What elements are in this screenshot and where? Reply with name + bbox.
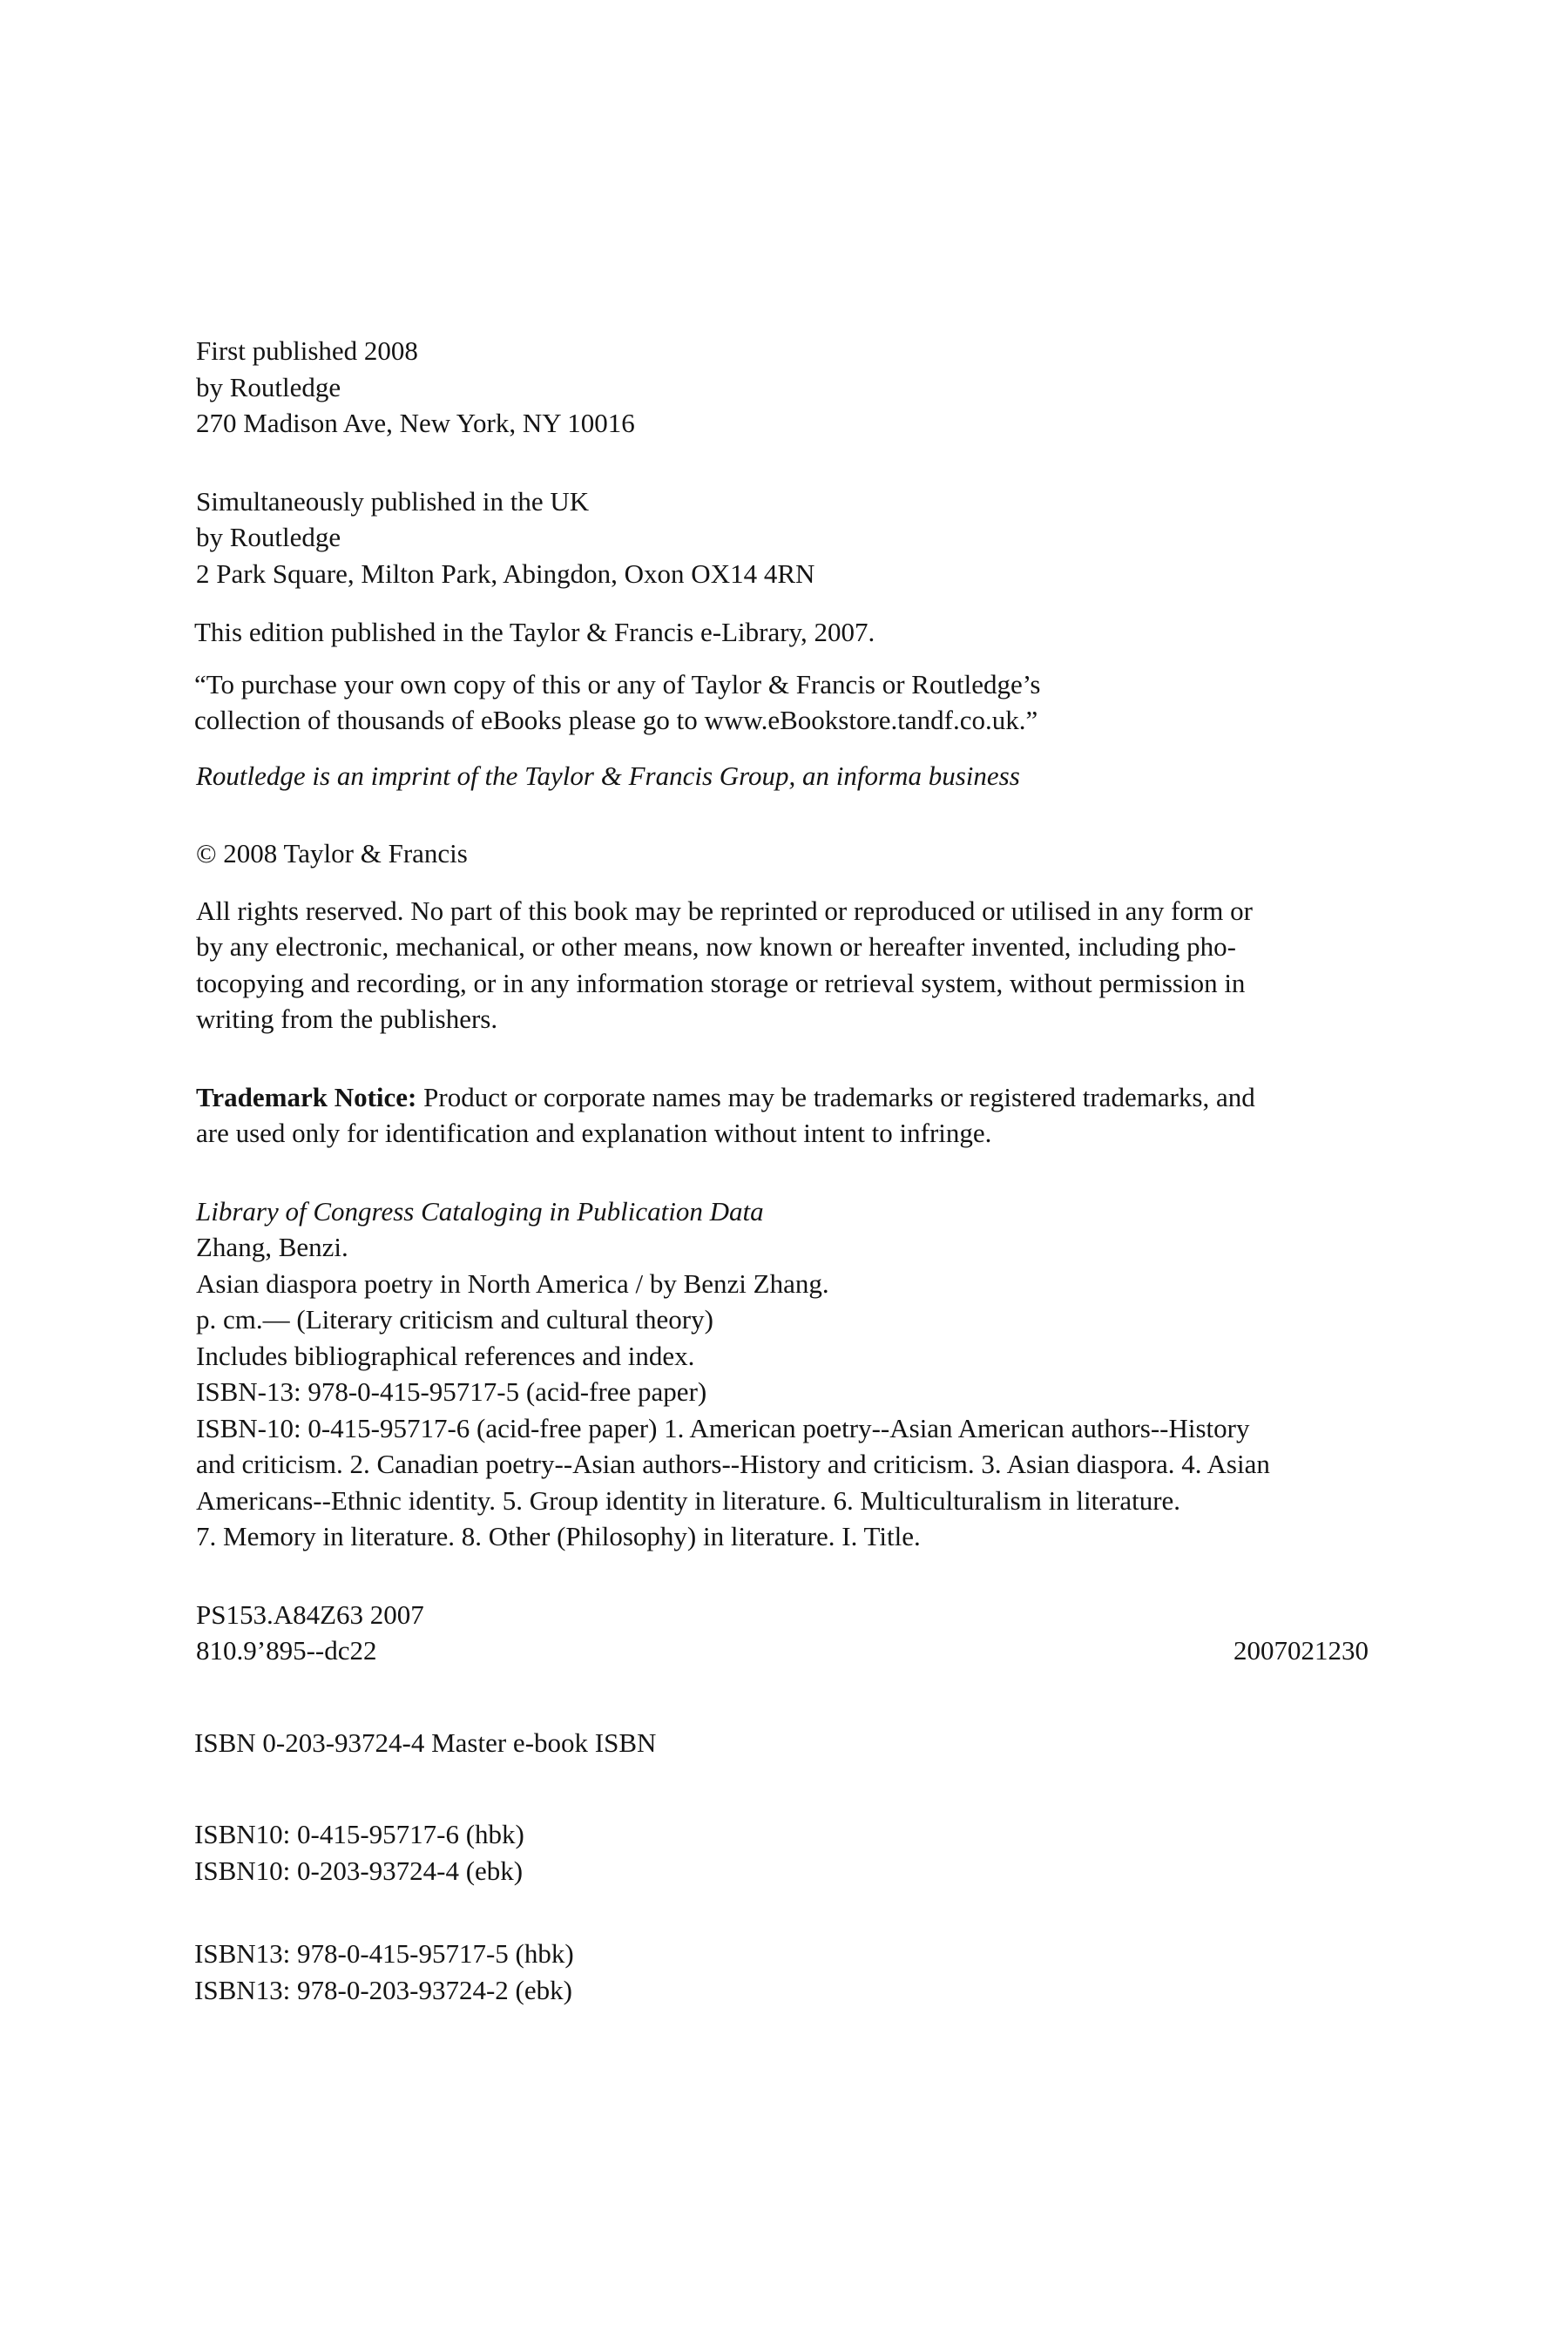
isbn10-block	[194, 1816, 1370, 1889]
us-publication-block	[196, 333, 1370, 442]
copyright-line	[196, 835, 1370, 872]
elibrary-line: This edition published in the Taylor & Francis e-Library, 2007.	[194, 617, 875, 647]
classification-block	[196, 1597, 1370, 1669]
rights-line: by any electronic, mechanical, or other means, now known or hereafter invented, including pho-	[196, 931, 1236, 962]
cip-line: 7. Memory in literature. 8. Other (Philosophy) in literature. I. Title.	[196, 1521, 921, 1551]
pub-line: by Routledge	[196, 522, 341, 552]
cip-line: and criticism. 2. Canadian poetry--Asian authors--History and criticism. 3. Asian diaspora. 4. Asian	[196, 1449, 1270, 1479]
pub-line: First published 2008	[196, 335, 418, 366]
uk-publication-block	[196, 483, 1370, 592]
copyright-page	[194, 333, 1370, 2008]
pub-line: 270 Madison Ave, New York, NY 10016	[196, 408, 635, 438]
pub-line: 2 Park Square, Milton Park, Abingdon, Oxon OX14 4RN	[196, 558, 815, 589]
trademark-label: Trademark Notice:	[196, 1081, 417, 1112]
cip-line: Zhang, Benzi.	[196, 1232, 348, 1262]
copyright-text: © 2008 Taylor & Francis	[196, 838, 468, 868]
cip-line: ISBN-13: 978-0-415-95717-5 (acid-free paper)	[196, 1376, 707, 1407]
purchase-line: collection of thousands of eBooks please go to www.eBookstore.tandf.co.uk.”	[194, 705, 1038, 735]
cip-line: ISBN-10: 0-415-95717-6 (acid-free paper) 1. American poetry--Asian American authors--History	[196, 1412, 1250, 1443]
isbn10-line: ISBN10: 0-203-93724-4 (ebk)	[194, 1855, 524, 1886]
master-isbn-block	[194, 1725, 1370, 1761]
cip-block	[196, 1193, 1370, 1555]
isbn10-line: ISBN10: 0-415-95717-6 (hbk)	[194, 1819, 524, 1849]
master-isbn: ISBN 0-203-93724-4 Master e-book ISBN	[194, 1727, 657, 1758]
cip-line: Asian diaspora poetry in North America / by Benzi Zhang.	[196, 1267, 829, 1299]
isbn13-line: ISBN13: 978-0-415-95717-5 (hbk)	[194, 1938, 574, 1969]
rights-line: tocopying and recording, or in any information storage or retrieval system, without permission in	[196, 967, 1246, 998]
isbn13-block	[194, 1936, 1370, 2008]
cip-line: Includes bibliographical references and index.	[196, 1340, 695, 1371]
isbn13-line: ISBN13: 978-0-203-93724-2 (ebk)	[194, 1974, 572, 2005]
trademark-text: Product or corporate names may be trademarks or registered trademarks, and	[416, 1081, 1255, 1112]
rights-line: writing from the publishers.	[196, 1004, 498, 1034]
lccn-number: 2007021230	[1233, 1635, 1369, 1666]
classification-row	[196, 1632, 1369, 1669]
imprint-line: Routledge is an imprint of the Taylor & Francis Group, an informa business	[196, 760, 1020, 791]
cip-line: Americans--Ethnic identity. 5. Group identity in literature. 6. Multiculturalism in literature.	[196, 1484, 1181, 1516]
trademark-line	[196, 1079, 1370, 1116]
imprint-statement	[196, 758, 1370, 794]
purchase-notice	[194, 666, 1370, 739]
pub-line: Simultaneously published in the UK	[196, 485, 590, 517]
trademark-notice	[196, 1079, 1370, 1152]
dewey-classification: 810.9’895--dc22	[196, 1635, 377, 1666]
cip-heading: Library of Congress Cataloging in Publication Data	[196, 1195, 764, 1227]
rights-paragraph	[196, 893, 1370, 1037]
lc-classification: PS153.A84Z63 2007	[196, 1598, 424, 1630]
trademark-line-2: are used only for identification and explanation without intent to infringe.	[196, 1118, 992, 1148]
pub-line: by Routledge	[196, 371, 341, 402]
elibrary-edition	[194, 614, 1370, 651]
cip-line: p. cm.— (Literary criticism and cultural theory)	[196, 1304, 713, 1335]
rights-line: All rights reserved. No part of this book may be reprinted or reproduced or utilised in any form or	[196, 895, 1253, 926]
purchase-line: “To purchase your own copy of this or any of Taylor & Francis or Routledge’s	[194, 668, 1041, 700]
